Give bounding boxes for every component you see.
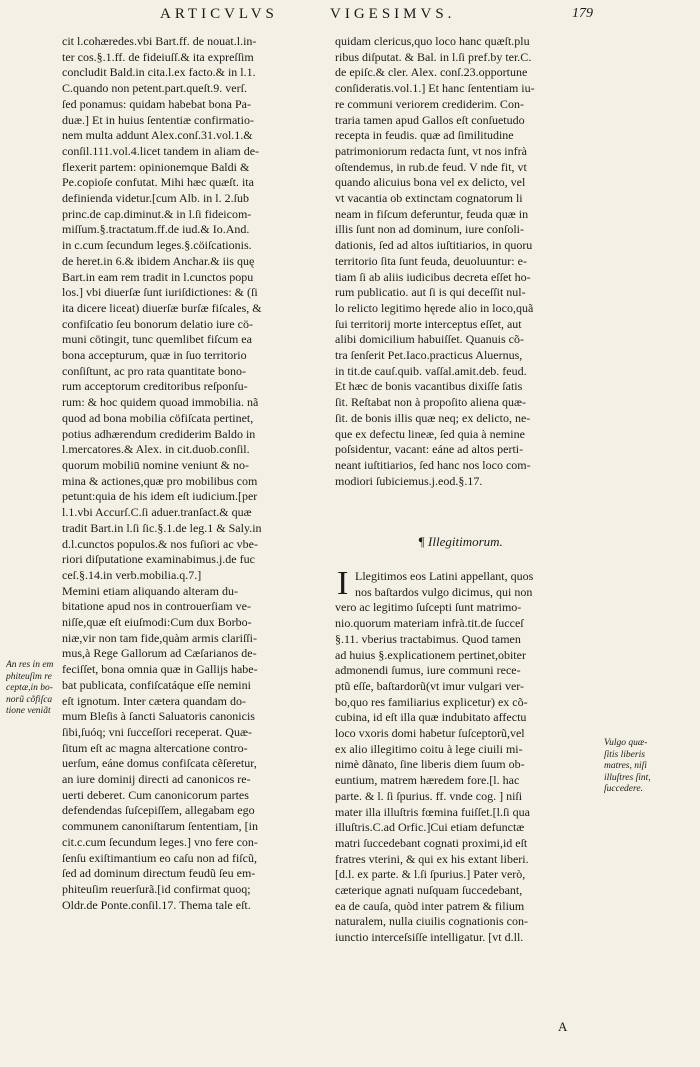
text-line: admonendi ſumus, iure communi rece- [335, 663, 521, 678]
text-line: mum Bleſis à ſancti Saluatoris canonicis [62, 709, 255, 724]
running-head-left: ARTICVLVS [160, 6, 278, 22]
text-line: cæterique agnati nuſquam ſuccedebant, [335, 883, 523, 898]
text-line: duæ.] Et in huius ſententiæ confirmatio- [62, 112, 254, 127]
text-line: niæ,vir non tam fide,quàm armis clariſſi- [62, 630, 257, 645]
text-line: ſenſu exiſtimantium eo caſu non ad fiſcũ, [62, 850, 257, 865]
text-line: cit l.cohæredes.vbi Bart.ff. de nouat.l.in- [62, 34, 257, 48]
text-line: bona accepturum, quæ in ſuo territorio [62, 348, 247, 363]
text-line: que ex defectu lineæ, ſed quia à nemine [335, 426, 525, 441]
text-line: lo relicto legitimo hęrede alio in loco,quã [335, 300, 534, 315]
text-line: ſit. Reſtabat non à propoſito aliena quæ- [335, 395, 526, 410]
text-line: Oldr.de Ponte.conſil.17. Thema tale eſt. [62, 897, 251, 912]
text-line: ea de cauſa, quòd inter patrem & filium [335, 898, 525, 913]
text-line: l.mercatores.& Alex. in cit.duob.conſil. [62, 442, 250, 457]
text-line: ptũ eſſe, baſtardorũ(vt imur vulgari ver- [335, 678, 525, 693]
text-line: mus,à Rege Gallorum ad Cæſarianos de- [62, 646, 257, 661]
text-line: territorio ſita ſunt feuda, deuoluuntur: e- [335, 253, 527, 268]
text-line: cubina, id eſt illa quæ indubitato affectu [335, 710, 527, 725]
text-line: flexerit partem: opinionemque Baldi & [62, 159, 250, 174]
text-line: ceſ.§.14.in verb.mobilia.q.7.] [62, 567, 202, 582]
text-line: poſsidentur, vacant: eáne ad altos perti- [335, 442, 524, 457]
text-line: nos baſtardos vulgo dicimus, qui non [355, 584, 533, 599]
text-line: ſibi,ſuóq; vni ſucceſſori receperat. Quæ- [62, 724, 252, 739]
text-line: uerti deberet. Cum canonicorum partes [62, 787, 249, 802]
text-line: defendendas ſuſcepiſſem, allegabam ego [62, 803, 255, 818]
left-margin-note [6, 660, 64, 718]
text-line: neam in fiſcum deferuntur, feuda quæ in [335, 206, 529, 221]
text-line: definienda videtur.[cum Alb. in l. 2.ſub [62, 191, 249, 206]
text-line: Llegitimos eos Latini appellant, quos [355, 569, 534, 583]
text-line: de heret.in 6.& ibidem Anchar.& iis quę [62, 253, 255, 268]
left-text-column [62, 34, 320, 913]
text-line: ſuccedere. [604, 784, 643, 794]
text-line: C.quando non petent.part.queſt.9. verſ. [62, 81, 247, 96]
text-line: Pe.copioſe confutat. Mihi hæc quæſt. ita [62, 175, 254, 190]
text-line: phiteuſim re [6, 671, 52, 682]
text-line: tiam ſi ab aliis iudicibus decreta eſſet ho- [335, 269, 531, 284]
text-line: ſed ad dominum directum feudũ ſeu em- [62, 866, 256, 881]
text-line: in tit.de cauſ.quib. vaſſal.amit.deb. feud. [335, 363, 527, 378]
text-line: re communi veriorem crediderim. Con- [335, 96, 524, 111]
text-line: riori diſputatione examinabimus.j.de fuc [62, 552, 255, 567]
text-line: uerſum, eáne domus confiſcata cẽſeretur, [62, 756, 257, 771]
text-line: quorum mobiliū nomine veniunt & no- [62, 457, 249, 472]
text-line: nimè dãnato, ſine liberis diem ſuum ob- [335, 757, 525, 772]
text-line: illuſtres ſint, [604, 772, 651, 783]
text-line: ſui territorij morte interceptus eſſet, aut [335, 316, 522, 331]
text-line: tra ſenſerit Pet.Iaco.practicus Aluernus, [335, 348, 523, 363]
text-line: naturalem, nulla ciuilis cognationis con- [335, 914, 528, 929]
text-line: recepta in feudis. quæ ad ſimilitudine [335, 128, 514, 143]
text-line: conſiſtunt, ac pro rata quantitate bono- [62, 363, 246, 378]
text-line: alibi domicilium habuiſſet. Quanuis cõ- [335, 332, 524, 347]
text-line: dationis, ſed ad altos iuſtitiarios, in quoru [335, 238, 533, 253]
text-line: patrimoniorum redacta ſunt, vt nos infrà [335, 143, 527, 158]
text-line: rum publicatio. aut ſi is qui deceſſit nul- [335, 285, 526, 300]
text-line: ter cos.§.1.ff. de fideiuſſ.& ita expreſſim [62, 49, 254, 64]
text-line: conſil.111.vol.4.licet tandem in aliam de- [62, 143, 260, 158]
text-line: l.1.vbi Accurſ.C.ſi aduer.tranſact.& quæ [62, 505, 252, 520]
text-line: miſſum.§.tractatum.ff.de iud.& Io.And. [62, 222, 250, 237]
right-margin-note [604, 738, 684, 796]
drop-capital: I [337, 565, 349, 602]
text-line: ad huius §.explicationem pertinet,obiter [335, 647, 526, 662]
text-line: mater illa illuſtris fœmina fuiſſet.[l.ſi qua [335, 804, 530, 819]
text-line: norũ cõfiſca [6, 694, 53, 705]
text-line: quod ad bona mobilia cöfiſcata pertinet, [62, 410, 254, 425]
text-line: ſitum eſt ac magna altercatione contro- [62, 740, 248, 755]
right-text-column-bottom [335, 565, 603, 946]
text-line: petunt:quia de his idem eſt iudicium.[per [62, 489, 258, 504]
text-line: ſit. de bonis illis quæ neq; ex delicto, ne- [335, 410, 531, 425]
text-line: confiſcatio ſeu bonorum delatio iure cö- [62, 316, 253, 331]
text-line: bitatione apud nos in controuerſiam ve- [62, 599, 251, 614]
text-line: ceptæ,in bo- [6, 683, 53, 693]
text-line: parte. & l. ſi ſpurius. ff. vnde cog. ] niſi [335, 788, 523, 803]
running-head-right: VIGESIMVS. [330, 6, 456, 22]
text-line: fratres vterini, & qui ex his extant liberi. [335, 851, 529, 866]
text-line: an iure dominij directi ad canonicos re- [62, 772, 251, 787]
text-line: euntium, matrem hæredem fore.[l. hac [335, 773, 520, 788]
text-line: conſideratis.vol.1.] Et hanc ſententiam iu- [335, 81, 535, 96]
text-line: ribus diſputat. & Bal. in l.ſi pref.by ter.C. [335, 49, 532, 64]
text-line: §.11. vberius tractabimus. Quod tamen [335, 631, 521, 646]
page-number: 179 [572, 6, 593, 21]
text-line: traria tamen apud Gallos eſt conſuetudo [335, 112, 525, 127]
text-line: cit.c.cum ſecundum leges.] vno fere con- [62, 834, 258, 849]
text-line: [d.l. ex parte. & l.ſi ſpurius.] Pater verò, [335, 867, 526, 882]
text-line: de epiſc.& cler. Alex. conſ.23.opportune [335, 65, 528, 80]
text-line: ſitis liberis [604, 749, 645, 760]
text-line: neant iuſtitiarios, ſed hanc nos loco com- [335, 457, 531, 472]
text-line: quidam clericus,quo loco hanc quæſt.plu [335, 34, 530, 48]
text-line: muni cötingit, tunc quemlibet fiſcum ea [62, 332, 252, 347]
text-line: d.l.cunctos populos.& nos fuſiori ac vbe- [62, 536, 258, 551]
text-line: tione veniãt [6, 706, 51, 716]
text-line: matri ſuccedebant cognati proximi,id eſt [335, 835, 528, 850]
text-line: vero ac legitimo ſuſcepti ſunt matrimo- [335, 600, 522, 615]
catchword: A [558, 1019, 568, 1034]
text-line: bat publicata, confiſcatáque eſſe nemini [62, 677, 251, 692]
text-line: in c.cum ſecundum leges.§.cöiſcationis. [62, 238, 252, 253]
section-heading: ¶ Illegitimorum. [418, 534, 503, 549]
text-line: iunctio interceſsiſſe intelligatur. [vt d.ll. [335, 930, 524, 945]
text-line: eſt ignotum. Inter cætera quandam do- [62, 693, 246, 708]
text-line: Vulgo quæ- [604, 738, 648, 748]
text-line: bo,quo res familiarius explicetur) ex cõ- [335, 694, 528, 709]
text-line: quando alicuius bona vel ex delicto, vel [335, 175, 526, 190]
text-line: loco vxoris domi habetur ſuſceptorũ,vel [335, 726, 525, 741]
text-line: nem multa addunt Alex.conſ.31.vol.1.& [62, 128, 253, 143]
text-line: communem canoniſtarum ſententiam, [in [62, 819, 258, 834]
text-line: oſtendemus, in rub.de feud. V nde fit, vt [335, 159, 527, 174]
text-line: rum acceptorum creditoribus reſponſu- [62, 379, 248, 394]
text-line: illis ſunt non ad dominum, iure conſoli- [335, 222, 524, 237]
text-line: ſed ponamus: quidam habebat bona Pa- [62, 96, 251, 111]
text-line: tradit Bart.in l.ſi ſic.§.1.de leg.1 & Saly.in [62, 520, 262, 535]
text-line: feciſſet, bona omnia quæ in Gallijs habe- [62, 662, 258, 677]
text-line: princ.de cap.diminut.& in l.ſi fideicom- [62, 206, 252, 221]
text-line: modiori ſubiciemus.j.eod.§.17. [335, 473, 483, 488]
text-line: niſſe,quæ eſt eiuſmodi:Cum dux Borbo- [62, 615, 252, 630]
text-line: Et hæc de bonis vacantibus dixiſſe ſatis [335, 379, 523, 394]
text-line: los.] vbi diuerſæ ſunt iuriſdictiones: & (ſi [62, 285, 258, 300]
text-line: nio.quorum materiam infrà.tit.de ſucceſ [335, 616, 524, 631]
text-line: ex alio illegitimo coitu à lege ciuili mi- [335, 741, 523, 756]
text-line: illuſtris.C.ad Orfic.]Cui etiam defunctæ [335, 820, 525, 835]
text-line: mina & actiones,quæ pro mobilibus com [62, 473, 258, 488]
text-line: potius adhærendum crediderim Baldo in [62, 426, 256, 441]
text-line: Memini etiam aliquando alteram du- [62, 583, 238, 598]
text-line: vt vacantia ob extinctam cognatorum li [335, 191, 523, 206]
right-text-column-top [335, 34, 603, 489]
text-line: Bart.in eam rem tradit in l.cunctos popu [62, 269, 254, 284]
text-line: concludit Bald.in cita.l.ex facto.& in l.1. [62, 65, 256, 80]
text-line: An res in em [6, 660, 54, 670]
text-line: phiteuſim reuerſurã.[id confirmat quoq; [62, 881, 251, 896]
text-line: matres, niſi [604, 761, 647, 771]
text-line: ita dicere liceat) diuerſæ burſæ fiſcales, & [62, 300, 262, 315]
text-line: rum: & hoc quidem quoad immobilia. nã [62, 395, 259, 410]
